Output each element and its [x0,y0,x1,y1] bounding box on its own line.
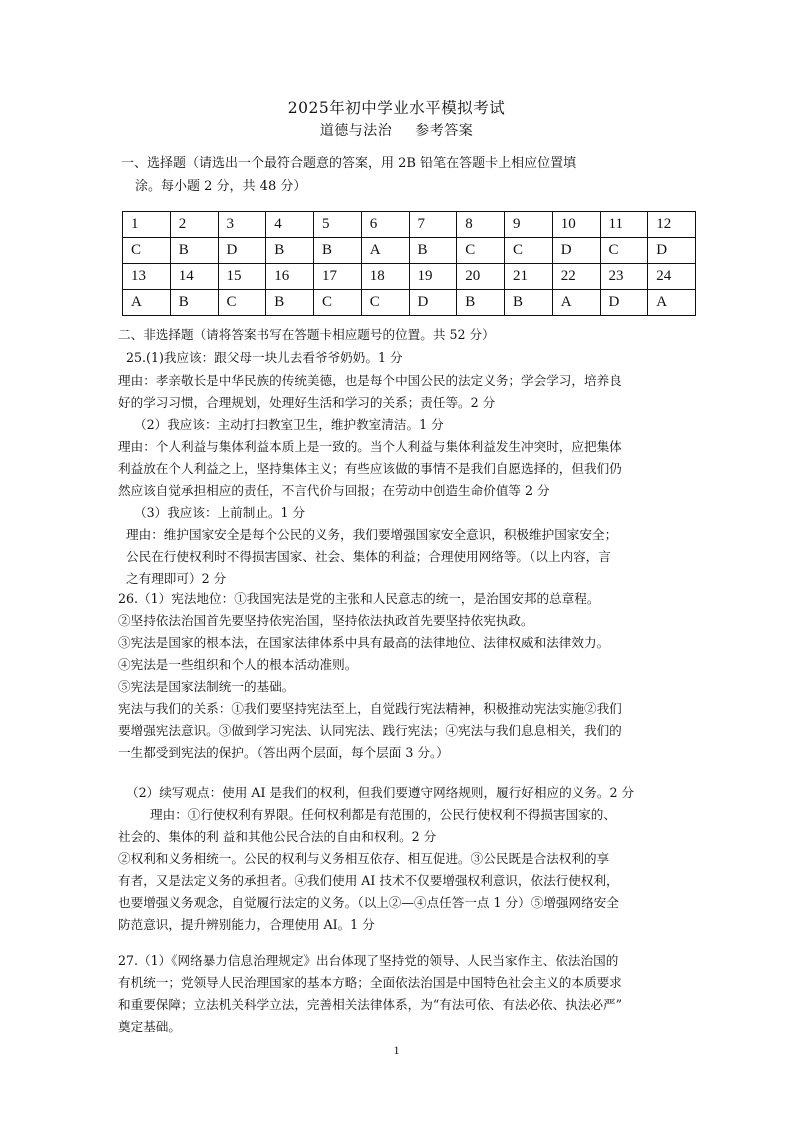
answer-cell: C [361,290,409,316]
page-title: 2025年初中学业水平模拟考试 [287,99,506,117]
answer-cell: B [505,290,553,316]
question-number-cell: 12 [648,212,696,238]
answer-line: ③宪法是国家的根本法，在国家法律体系中具有最高的法律地位、法律权威和法律效力。 [118,635,610,650]
answer-line: 好的学习习惯，合理规划，处理好生活和学习的关系；责任等。2 分 [118,395,496,410]
answer-key-label: 参考答案 [415,123,474,139]
answer-row [123,238,696,264]
answer-line: ⑤宪法是国家法制统一的基础。 [118,679,295,694]
answer-cell: A [123,290,171,316]
answer-cell: C [457,238,505,264]
question-number-row [123,212,696,238]
question-number-cell: 21 [505,264,553,290]
answer-line: 防范意识，提升辨别能力，合理使用 AI。1 分 [118,917,375,932]
answer-line: 有者，又是法定义务的承担者。④我们使用 AI 技术不仅要增强权利意识，依法行使权利， [118,873,619,888]
answer-line: 有机统一；党领导人民治理国家的基本方略；全面依法治国是中国特色社会主义的本质要求 [118,975,622,990]
answer-line: ②坚持依法治国首先要坚持依宪治国，坚持依法执政首先要坚持依宪执政。 [118,613,534,628]
question-number-cell: 24 [648,264,696,290]
answer-line: （3）我应该：上前制止。1 分 [134,505,306,520]
question-number-row [123,264,696,290]
question-number-cell: 20 [457,264,505,290]
question-number-cell: 17 [314,264,362,290]
question-number-cell: 23 [600,264,648,290]
answer-line: 和重要保障；立法机关科学立法，完善相关法律体系，为“有法可依、有法必依、执法必严” [118,997,623,1012]
section1-instructions [121,152,681,198]
answer-line: 26.（1）宪法地位：①我国宪法是党的主张和人民意志的统一，是治国安邦的总章程。 [118,591,600,606]
answer-cell: B [170,290,218,316]
answer-cell: B [314,238,362,264]
section2-heading: 二、非选择题（请将答案书写在答题卡相应题号的位置。共 52 分） [118,327,495,342]
answer-table [122,211,696,316]
section1-line: 涂。每小题 2 分，共 48 分） [135,179,307,194]
answer-cell: B [266,290,314,316]
question-number-cell: 9 [505,212,553,238]
answer-line: 25.(1)我应该：跟父母一块儿去看爷爷奶奶。1 分 [126,350,403,365]
answer-line: 然应该自觉承担相应的责任，不言代价与回报；在劳动中创造生命价值等 2 分 [118,483,550,498]
answer-line: 宪法与我们的关系：①我们要坚持宪法至上，自觉践行宪法精神，积极推动宪法实施②我们 [118,701,622,716]
answer-cell: D [552,238,600,264]
question-number-cell: 8 [457,212,505,238]
answer-line: （2）我应该：主动打扫教室卫生，维护教室清洁。1 分 [134,417,444,432]
answer-cell: C [218,290,266,316]
answer-cell: D [600,290,648,316]
answer-cell: B [266,238,314,264]
answer-line: 公民在行使权利时不得损害国家、社会、集体的利益；合理使用网络等。（以上内容，言 [126,549,611,564]
answer-line: 社会的、集体的利 益和其他公民合法的自由和权利。2 分 [118,829,437,844]
question-number-cell: 19 [409,264,457,290]
section1-line: 一、选择题（请选出一个最符合题意的答案，用 2B 铅笔在答题卡上相应位置填 [121,156,577,171]
question-number-cell: 5 [314,212,362,238]
answer-cell: A [648,290,696,316]
answer-line: 也要增强义务观念，自觉履行法定的义务。（以上②—④点任答一点 1 分）⑤增强网络安全 [118,895,619,910]
page-subtitle [0,120,793,140]
answer-cell: A [552,290,600,316]
question-number-cell: 15 [218,264,266,290]
answer-cell: B [409,238,457,264]
answer-cell: C [314,290,362,316]
question-number-cell: 4 [266,212,314,238]
answer-line: （2）续写观点：使用 AI 是我们的权利，但我们要遵守网络规则，履行好相应的义务。2 分 [126,785,635,800]
answer-line: 奠定基础。 [118,1019,181,1034]
answer-line: 要增强宪法意识。③做到学习宪法、认同宪法、践行宪法；④宪法与我们息息相关，我们的 [118,723,622,738]
answer-line: 理由：维护国家安全是每个公民的义务，我们要增强国家安全意识，积极维护国家安全； [126,527,618,542]
answer-row [123,290,696,316]
question-number-cell: 1 [123,212,171,238]
question-number-cell: 3 [218,212,266,238]
question-number-cell: 13 [123,264,171,290]
answer-cell: A [361,238,409,264]
answer-line: 利益放在个人利益之上，坚持集体主义；有些应该做的事情不是我们自愿选择的，但我们仍 [118,461,622,476]
answer-line: 27.（1）《网络暴力信息治理规定》出台体现了坚持党的领导、人民当家作主、依法治国的 [118,953,619,968]
answer-cell: C [123,238,171,264]
question-number-cell: 10 [552,212,600,238]
answer-line: 理由：孝亲敬长是中华民族的传统美德，也是每个中国公民的法定义务；学会学习，培养良 [118,373,622,388]
answer-cell: B [170,238,218,264]
question-number-cell: 16 [266,264,314,290]
answer-cell: D [218,238,266,264]
question-number-cell: 14 [170,264,218,290]
answer-cell: B [457,290,505,316]
answer-cell: D [409,290,457,316]
answer-line: 理由：①行使权利有界限。任何权利都是有范围的，公民行使权利不得损害国家的、 [150,807,616,822]
subject-label: 道德与法治 [319,123,393,139]
answer-line: 理由：个人利益与集体利益本质上是一致的。当个人利益与集体利益发生冲突时，应把集体 [118,439,622,454]
answer-cell: C [600,238,648,264]
answer-cell: D [648,238,696,264]
page-number: 1 [393,1043,400,1057]
question-number-cell: 22 [552,264,600,290]
answer-line: ②权利和义务相统一。公民的权利与义务相互依存、相互促进。③公民既是合法权利的享 [118,851,610,866]
answer-cell: C [505,238,553,264]
answer-line: ④宪法是一些组织和个人的根本活动准则。 [118,657,358,672]
question-number-cell: 11 [600,212,648,238]
question-number-cell: 6 [361,212,409,238]
answer-line: 之有理即可）2 分 [126,571,227,586]
question-number-cell: 2 [170,212,218,238]
question-number-cell: 18 [361,264,409,290]
question-number-cell: 7 [409,212,457,238]
answer-line: 一生都受到宪法的保护。（答出两个层面，每个层面 3 分。） [118,745,449,760]
